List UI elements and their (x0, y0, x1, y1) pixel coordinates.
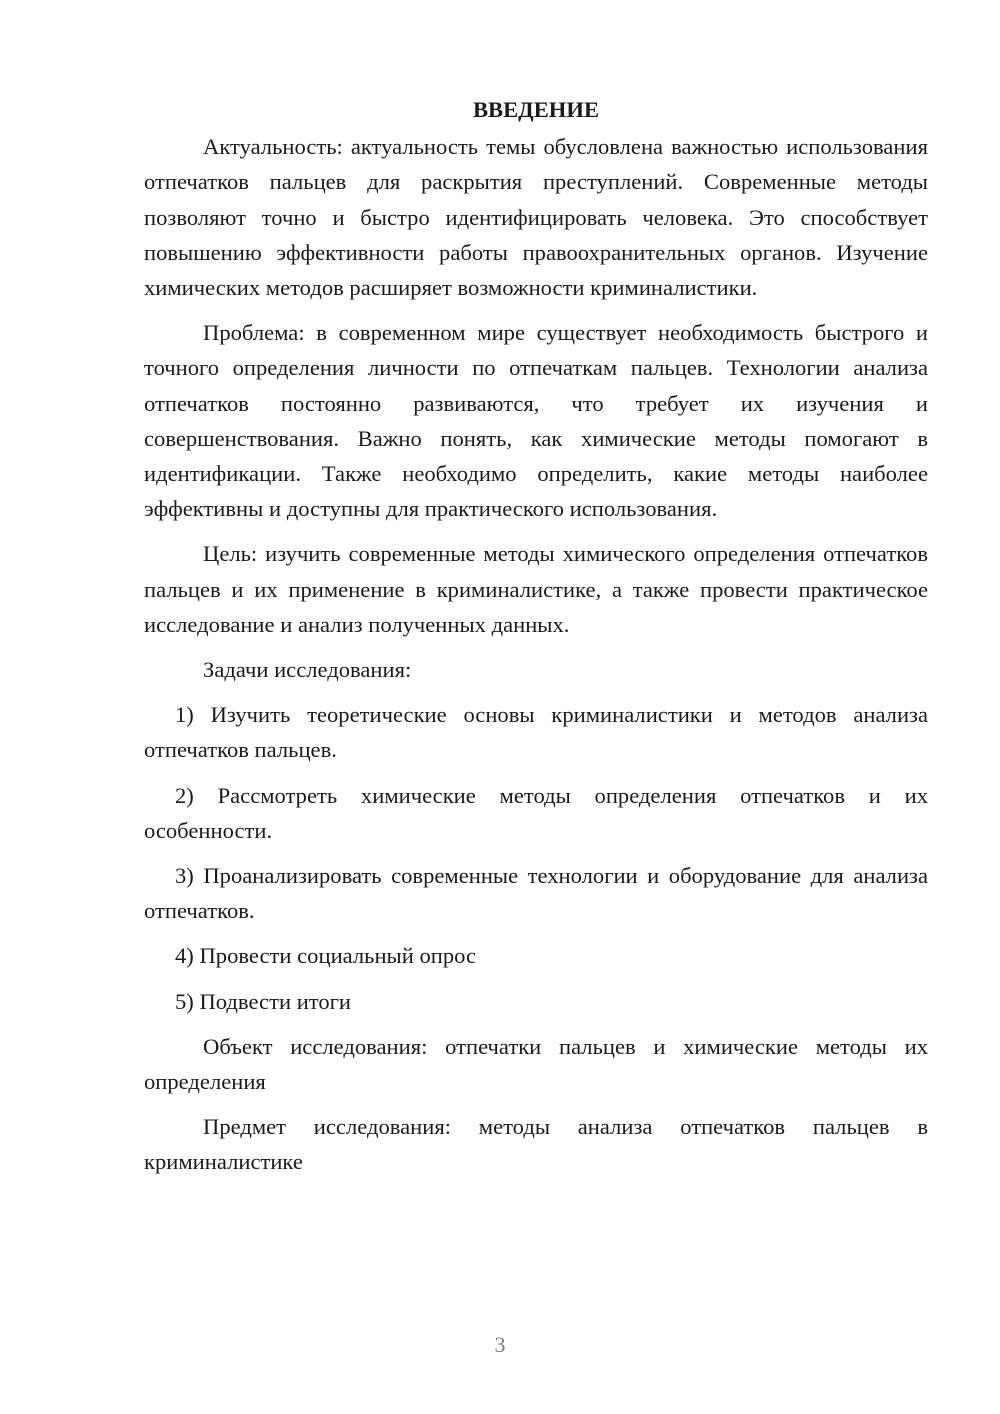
list-item: 4) Провести социальный опрос (175, 943, 477, 969)
page-content (144, 92, 928, 1190)
list-item: 3) Проанализировать современные технологии и оборудование для анализа отпечатков. (144, 863, 928, 924)
page-number: 3 (494, 1332, 506, 1357)
paragraph-subject: Предмет исследования: методы анализа отпечатков пальцев в криминалистике (144, 1114, 928, 1175)
list-item: 5) Подвести итоги (175, 988, 352, 1014)
paragraph-problem: Проблема: в современном мире существует необходимость быстрого и точного определения личности по отпечаткам пальцев. Технологии анализа отпечатков постоянно развиваются, что требует их изучения и совершенствования. Важно понять, как химические методы помогают в идентификации. Также необходимо определить, какие методы наиболее эффективны и доступны для практического использования. (144, 320, 928, 522)
paragraph-goal: Цель: изучить современные методы химического определения отпечатков пальцев и их применение в криминалистике, а также провести практическое исследование и анализ полученных данных. (144, 541, 928, 637)
paragraph-object: Объект исследования: отпечатки пальцев и химические методы их определения (144, 1033, 928, 1095)
page-title: ВВЕДЕНИЕ (472, 97, 600, 122)
list-item: 1) Изучить теоретические основы криминалистики и методов анализа отпечатков пальцев. (144, 702, 928, 763)
list-item: 2) Рассмотреть химические методы определения отпечатков и их особенности. (144, 782, 928, 843)
paragraph-relevance: Актуальность: актуальность темы обусловлена важностью использования отпечатков пальцев для раскрытия преступлений. Современные методы позволяют точно и быстро идентифицировать человека. Это способствует повышению эффективности работы правоохранительных органов. Изучение химических методов расширяет возможности криминалистики. (144, 134, 928, 301)
tasks-list (144, 697, 928, 1019)
tasks-heading: Задачи исследования: (203, 657, 412, 683)
